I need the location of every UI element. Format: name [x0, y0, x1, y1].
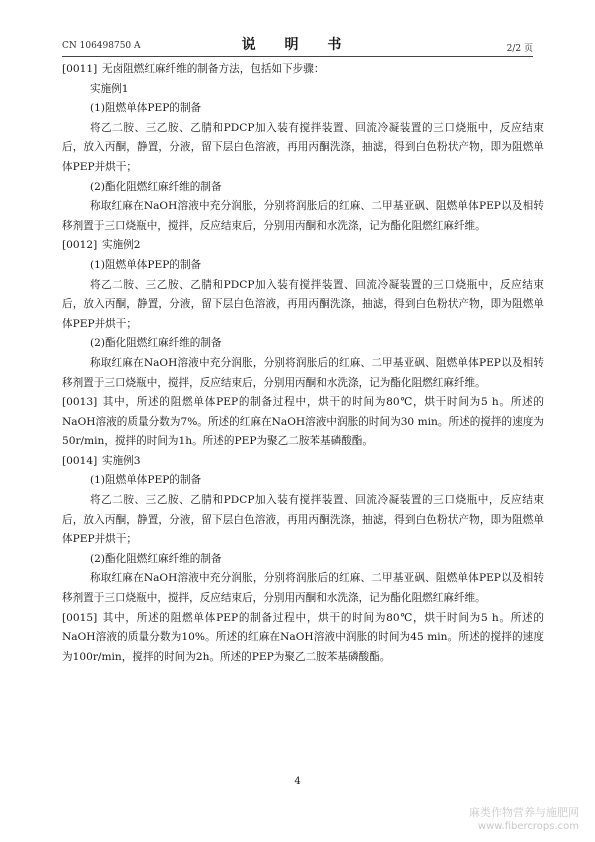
paragraph: [62, 99, 544, 119]
paragraph: [62, 236, 544, 256]
paragraph: [62, 178, 544, 198]
paragraph: [62, 452, 544, 472]
header-rule: [62, 56, 533, 57]
document-body: [62, 60, 544, 667]
page-number: 4: [294, 776, 301, 787]
watermark-url: www.fibercrops.com: [477, 821, 579, 832]
paragraph-text: 将乙二胺、三乙胺、乙腈和PDCP加入装有搅拌装置、回流冷凝装置的三口烧瓶中，反应结束后，放入丙酮，静置，分液，留下层白色溶液，再用丙酮洗涤，抽滤，得到白色粉状产物，即为阻燃单体PEP并烘干；: [62, 278, 544, 330]
paragraph-text: 称取红麻在NaOH溶液中充分润胀，分别将润胀后的红麻、二甲基亚砜、阻燃单体PEP以及相转移剂置于三口烧瓶中，搅拌，反应结束后，分别用丙酮和水洗涤，记为酯化阻燃红麻纤维。: [62, 200, 544, 232]
paragraph-text: 将乙二胺、三乙胺、乙腈和PDCP加入装有搅拌装置、回流冷凝装置的三口烧瓶中，反应结束后，放入丙酮，静置，分液，留下层白色溶液，再用丙酮洗涤，抽滤，得到白色粉状产物，即为阻燃单体PEP并烘干；: [62, 121, 544, 173]
paragraph: [62, 471, 544, 491]
paragraph-text: 其中，所述的阻燃单体PEP的制备过程中，烘干的时间为80℃，烘干时间为5 h。所述的NaOH溶液的质量分数为10%。所述的红麻在NaOH溶液中润胀的时间为45 min。所述的搅拌的速度为100r/min，搅拌的时间为2h。所述的PEP为聚乙二胺苯基磷酸酯。: [62, 611, 544, 663]
paragraph-text: 实施例3: [102, 454, 141, 467]
paragraph-text: (2)酯化阻燃红麻纤维的制备: [90, 552, 222, 565]
paragraph-text: (1)阻燃单体PEP的制备: [90, 474, 202, 487]
paragraph: [62, 276, 544, 335]
paragraph-number: [0011]: [62, 63, 98, 75]
paragraph-text: 其中，所述的阻燃单体PEP的制备过程中，烘干的时间为80℃，烘干时间为5 h。所述的NaOH溶液的质量分数为7%。所述的红麻在NaOH溶液中润胀的时间为30 min。所述的搅拌的速度为50r/min，搅拌的时间为1h。所述的PEP为聚乙二胺苯基磷酸酯。: [62, 396, 544, 448]
document-title: 说 明 书: [241, 37, 354, 53]
watermark-site-name: 麻类作物营养与施肥网: [469, 806, 579, 819]
paragraph: [62, 354, 544, 393]
paragraph-text: (2)酯化阻燃红麻纤维的制备: [90, 337, 222, 350]
paragraph: [62, 609, 544, 668]
paragraph-number: [0012]: [62, 239, 98, 252]
paragraph: [62, 491, 544, 550]
paragraph-text: 实施例1: [90, 82, 129, 95]
publication-number: CN 106498750 A: [62, 41, 141, 51]
paragraph: [62, 334, 544, 354]
paragraph-text: 实施例2: [102, 239, 141, 252]
paragraph: [62, 569, 544, 608]
paragraph: [62, 550, 544, 570]
paragraph: [62, 80, 544, 100]
paragraph-text: 称取红麻在NaOH溶液中充分润胀，分别将润胀后的红麻、二甲基亚砜、阻燃单体PEP以及相转移剂置于三口烧瓶中，搅拌，反应结束后，分别用丙酮和水洗涤，记为酯化阻燃红麻纤维。: [62, 572, 544, 605]
paragraph: [62, 393, 544, 452]
paragraph: [62, 119, 544, 178]
page-header: [62, 34, 533, 56]
paragraph-number: [0015]: [62, 611, 98, 624]
paragraph-text: (1)阻燃单体PEP的制备: [90, 258, 202, 271]
paragraph-number: [0013]: [62, 396, 98, 409]
paragraph-number: [0014]: [62, 454, 98, 467]
paragraph-text: 将乙二胺、三乙胺、乙腈和PDCP加入装有搅拌装置、回流冷凝装置的三口烧瓶中，反应结束后，放入丙酮，静置，分液，留下层白色溶液，再用丙酮洗涤，抽滤，得到白色粉状产物，即为阻燃单体PEP并烘干；: [62, 494, 544, 546]
page-indicator: 2/2 页: [506, 44, 533, 54]
paragraph-text: 称取红麻在NaOH溶液中充分润胀，分别将润胀后的红麻、二甲基亚砜、阻燃单体PEP以及相转移剂置于三口烧瓶中，搅拌，反应结束后，分别用丙酮和水洗涤，记为酯化阻燃红麻纤维。: [62, 356, 544, 389]
paragraph-text: (2)酯化阻燃红麻纤维的制备: [90, 180, 222, 193]
paragraph: [62, 60, 544, 80]
paragraph: [62, 256, 544, 276]
paragraph-text: 无卤阻燃红麻纤维的制备方法，包括如下步骤：: [102, 63, 325, 75]
paragraph: [62, 197, 544, 236]
watermark: [469, 806, 579, 834]
paragraph-text: (1)阻燃单体PEP的制备: [90, 102, 202, 115]
